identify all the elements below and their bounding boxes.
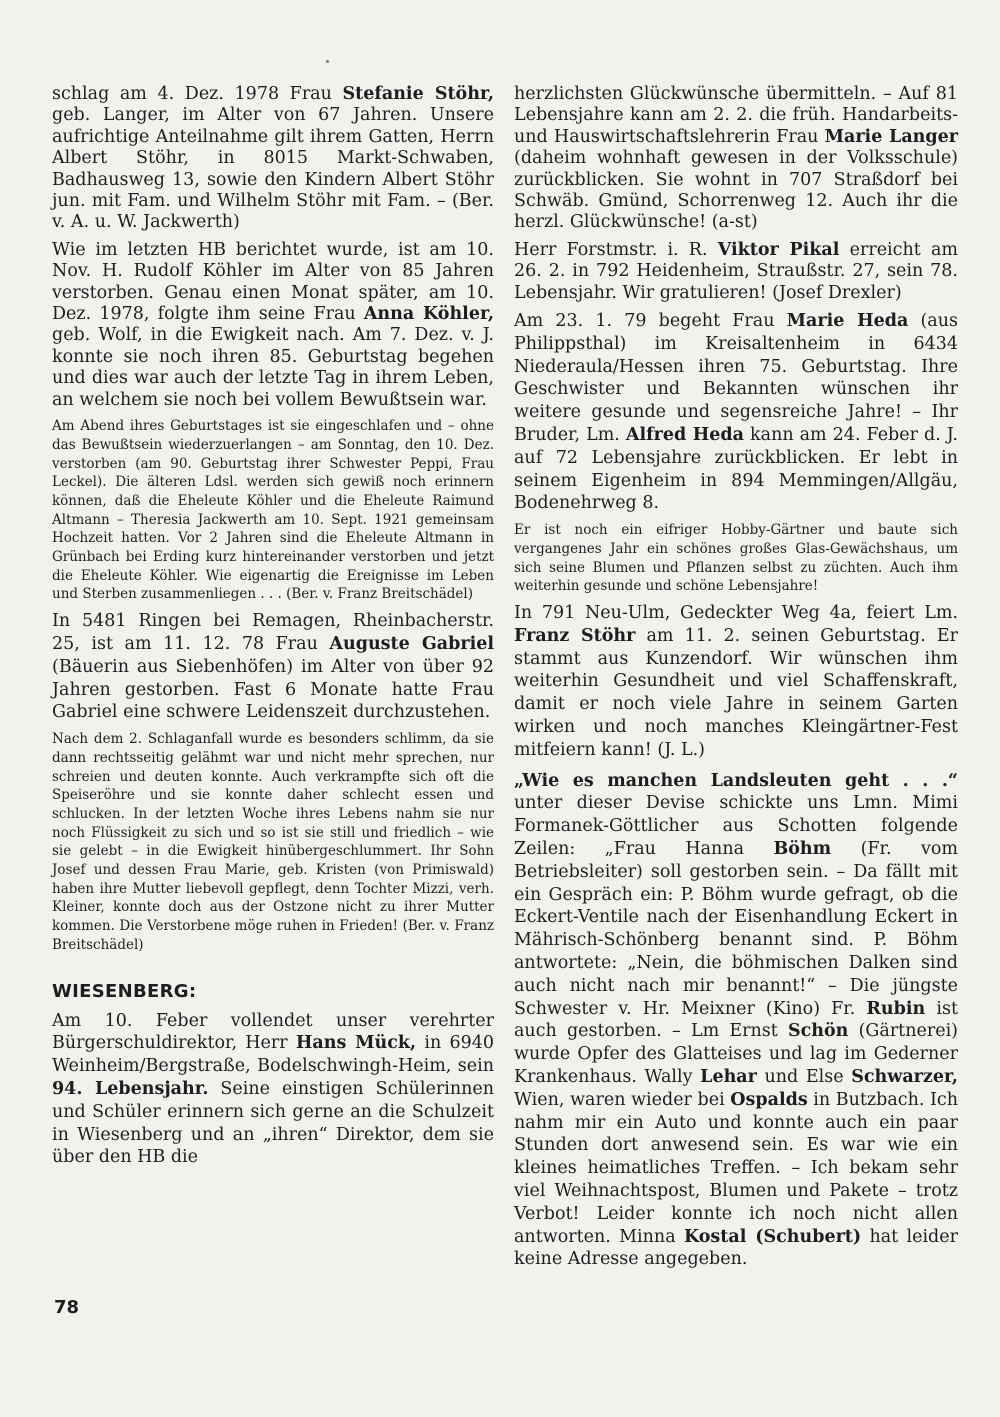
specks [326,60,329,63]
article-landsleute: „Wie es manchen Landsleuten geht . . .“ unter dieser Devise schickte uns Lmn. Mimi Formanek-Göttlicher aus Schotten folgende Zeilen: „Frau Hanna Böhm (Fr. vom Betriebsleiter) soll gestorben sein. – Da fällt mit ein Gespräch ein: P. Böhm wurde gefragt, ob die Eckert-Ventile nach der Eisenhandlung Eckert in Mährisch-Schönberg benannt sind. P. Böhm antwortete: „Nein, die böhmischen Dalken sind auch nicht nach mir benannt!“ – Die jüngste Schwester v. Hr. Meixner (Kino) Fr. Rubin ist auch gestorben. – Lm Ernst Schön (Gärtnerei) wurde Opfer des Glatteises und lag im Gederner Krankenhaus. Wally Lehar und Else Schwarzer, Wien, waren wieder bei Ospalds in Butzbach. Ich nahm mir ein Auto und konnte auch ein paar Stunden dort anwesend sein. Es war wie ein kleines heimatliches Treffen. – Ich bekam sehr viel Weihnachtspost, Blumen und Pakete – trotz Verbot! Leider konnte ich noch nicht allen antworten. Minna Kostal (Schubert) hat leider keine Adresse angegeben. [514,770,958,1270]
section-heading-wiesenberg: WIESENBERG: [52,980,197,1002]
article-franz-stoehr: In 791 Neu-Ulm, Gedeckter Weg 4a, feiert Lm. Franz Stöhr am 11. 2. seinen Geburtstag. Er stammt aus Kunzendorf. Wir wünschen ihm weiterhin Gesundheit und viel Schaffenskraft, damit er noch viele Jahre in seinem Garten wirken und noch manches Kleingärtner-Fest mitfeiern kann! (J. L.) [514,603,958,760]
page-number: 78 [54,1297,80,1318]
article-langer: herzlichsten Glückwünsche übermitteln. – Auf 81 Lebensjahre kann am 2. 2. die früh. Handarbeits- und Hauswirtschaftslehrerin Frau Marie Langer (daheim wohnhaft gewesen in der Volksschule) zurückblicken. Sie wohnt in 707 Straßdorf bei Schwäb. Gmünd, Schorrenweg 12. Auch ihr die herzl. Glückwünsche! (a-st) [514,84,958,233]
article-gabriel: In 5481 Ringen bei Remagen, Rheinbacherstr. 25, ist am 11. 12. 78 Frau Auguste Gabriel (Bäuerin aus Siebenhöfen) im Alter von über 92 Jahren gestorben. Fast 6 Monate hatte Frau Gabriel eine schwere Leidenszeit durchzustehen. [52,611,494,723]
article-heda-detail: Er ist noch ein eifriger Hobby-Gärtner und baute sich vergangenes Jahr ein schönes großes Glas-Gewächshaus, um sich seine Blumen und Pflanzen selbst zu züchten. Auch ihm weiterhin gesunde und schöne Lebensjahre! [514,522,958,595]
article-koehler: Wie im letzten HB berichtet wurde, ist am 10. Nov. H. Rudolf Köhler im Alter von 85 Jahren verstorben. Genau einen Monat später, am 10. Dez. 1978, folgte ihm seine Frau Anna Köhler, geb. Wolf, in die Ewigkeit nach. Am 7. Dez. v. J. konnte sie noch ihren 85. Geburtstag begehen und dies war auch der letzte Tag in ihrem Leben, an welchem sie noch bei vollem Bewußtsein war. [52,239,494,410]
article-koehler-detail: Am Abend ihres Geburtstages ist sie eingeschlafen und – ohne das Bewußtsein wiederzuerlangen – am Sonntag, den 10. Dez. verstorben (am 90. Geburtstag ihrer Schwester Peppi, Frau Leckel). Die älteren Ldsl. werden sich gewiß noch erinnern können, daß die Eheleute Köhler und die Eheleute Raimund Altmann – Theresia Jackwerth am 10. Sept. 1921 gemeinsam Hochzeit hatten. Vor 2 Jahren sind die Eheleute Altmann in Grünbach bei Erding kurz hintereinander verstorben und jetzt die Eheleute Köhler. Wie eigenartig die Ereignisse im Leben und Sterben zusammenliegen . . . (Ber. v. Franz Breitschädel) [52,418,494,603]
article-stoehr: schlag am 4. Dez. 1978 Frau Stefanie Stöhr, geb. Langer, im Alter von 67 Jahren. Unsere aufrichtige Anteilnahme gilt ihrem Gatten, Herrn Albert Stöhr, in 8015 Markt-Schwaben, Badhausweg 13, sowie den Kindern Albert Stöhr jun. mit Fam. und Wilhelm Stöhr mit Fam. – (Ber. v. A. u. W. Jackwerth) [52,84,494,233]
article-mueck: Am 10. Feber vollendet unser verehrter Bürgerschuldirektor, Herr Hans Mück, in 6940 Weinheim/Bergstraße, Bodelschwingh-Heim, sein 94. Lebensjahr. Seine einstigen Schülerinnen und Schüler erinnern sich gerne an die Schulzeit in Wiesenberg und an „ihren“ Direktor, dem sie über den HB die [52,1010,494,1168]
left-column [52,84,494,1175]
article-gabriel-detail: Nach dem 2. Schlaganfall wurde es besonders schlimm, da sie dann rechtsseitig gelähmt war und nicht mehr sprechen, nur schreien und deuten konnte. Auch verkrampfte sich oft die Speiseröhre und sie konnte daher schlecht essen und schlucken. In der letzten Woche ihres Lebens nahm sie nur noch Flüssigkeit zu sich und so ist sie still und friedlich – wie sie gelebt – in die Ewigkeit hinübergeschlummert. Ihr Sohn Josef und dessen Frau Marie, geb. Kristen (von Primiswald) haben ihre Mutter liebevoll gepflegt, denn Tochter Mizzi, verh. Kleiner, konnte doch aus der Ostzone nicht zu ihrer Mutter kommen. Die Verstorbene möge ruhen in Frieden! (Ber. v. Franz Breitschädel) [52,731,494,953]
right-column [514,84,958,1277]
article-heda: Am 23. 1. 79 begeht Frau Marie Heda (aus Philippsthal) im Kreisaltenheim in 6434 Niederaula/Hessen ihren 75. Geburtstag. Ihre Geschwister und Bekannten wünschen ihr weitere gesunde und segensreiche Jahre! – Ihr Bruder, Lm. Alfred Heda kann am 24. Feber d. J. auf 72 Lebensjahre zurückblicken. Er lebt in seinem Eigenheim in 894 Memmingen/Allgäu, Bodenehrweg 8. [514,311,958,514]
article-pikal: Herr Forstmstr. i. R. Viktor Pikal erreicht am 26. 2. in 792 Heidenheim, Straußstr. 27, sein 78. Lebensjahr. Wir gratulieren! (Josef Drexler) [514,239,958,303]
